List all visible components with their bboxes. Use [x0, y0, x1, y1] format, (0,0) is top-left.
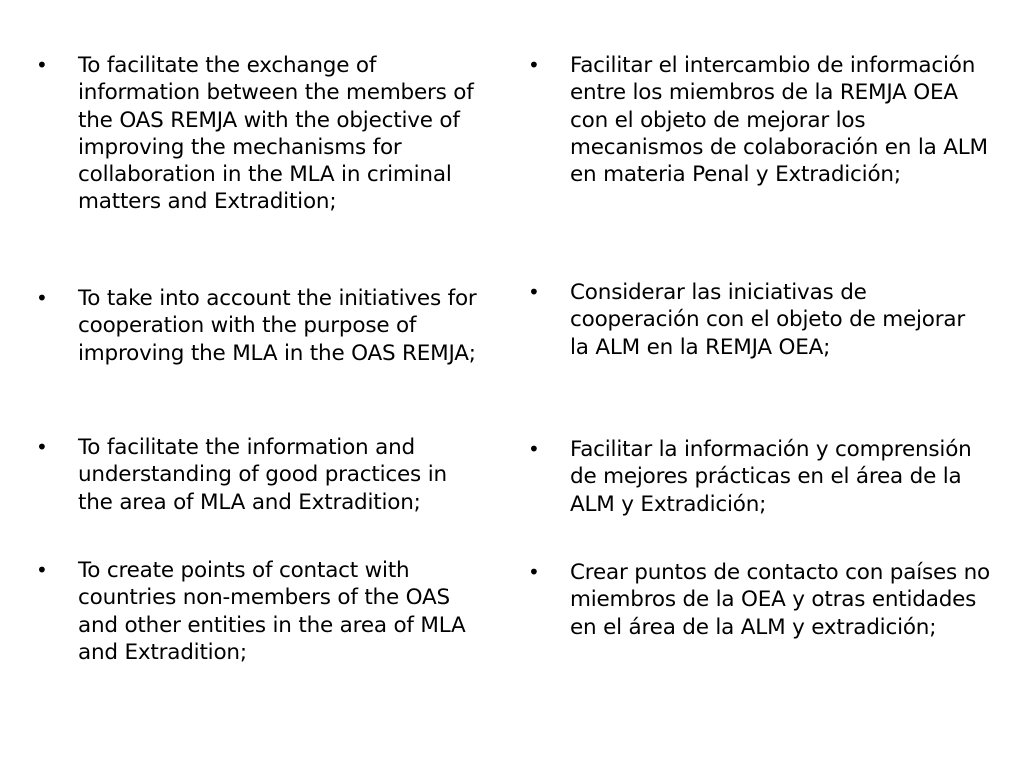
english-objective-text: To take into account the initiatives for cooperation with the purpose of improving the MLA in the OAS REMJA; [78, 286, 477, 366]
bullet-icon: • [36, 53, 48, 77]
bullet-icon: • [528, 437, 540, 461]
spanish-objective-text: Facilitar la información y comprensión de mejores prácticas en el área de la ALM y Extradición; [570, 437, 972, 517]
bullet-icon: • [528, 280, 540, 304]
spanish-objective-item [528, 279, 990, 361]
english-objective-text: To facilitate the information and understanding of good practices in the area of MLA and Extradition; [78, 435, 447, 515]
spanish-objective-item [528, 52, 990, 188]
spanish-objective-text: Facilitar el intercambio de información entre los miembros de la REMJA OEA con el objeto de mejorar los mecanismos de colaboración en la ALM en materia Penal y Extradición; [570, 53, 988, 188]
spanish-objective-text: Crear puntos de contacto con países no miembros de la OEA y otras entidades en el área de la ALM y extradición; [570, 560, 991, 640]
bullet-icon: • [528, 560, 540, 584]
bullet-icon: • [36, 286, 48, 310]
bullet-icon: • [36, 558, 48, 582]
bullet-icon: • [36, 435, 48, 459]
spanish-objective-item [528, 436, 990, 518]
spanish-objective-text: Considerar las iniciativas de cooperación con el objeto de mejorar la ALM en la REMJA OEA; [570, 280, 965, 360]
english-objective-text: To create points of contact with countries non-members of the OAS and other entities in the area of MLA and Extradition; [78, 558, 466, 665]
bullet-icon: • [528, 53, 540, 77]
spanish-objective-item [528, 559, 991, 641]
english-objective-text: To facilitate the exchange of information between the members of the OAS REMJA with the objective of improving the mechanisms for collaboration in the MLA in criminal matters and Extradition; [78, 53, 474, 215]
